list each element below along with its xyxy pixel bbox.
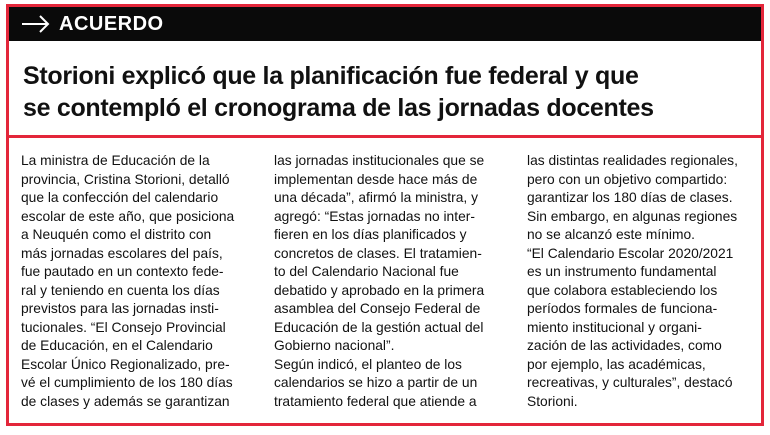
body-column-2	[274, 152, 509, 411]
body-text-line: Escolar Único Regionalizado, pre-	[21, 356, 230, 372]
headline-divider	[9, 135, 761, 138]
body-text-line: por ejemplo, las académicas,	[527, 356, 706, 372]
body-text-line: a Neuquén como el distrito con	[21, 227, 212, 242]
body-text-line: Educación de la gestión actual del	[274, 319, 484, 335]
body-text-line: las distintas realidades regionales,	[527, 153, 738, 168]
body-column-3	[527, 152, 757, 411]
body-column-1	[21, 152, 256, 411]
body-text-line: Sin embargo, en algunas regiones	[527, 208, 738, 224]
body-text-line: fieren en los días planificados y	[274, 227, 467, 242]
body-text-line: provincia, Cristina Storioni, detalló	[21, 171, 230, 187]
body-text-line: vé el cumplimiento de los 180 días	[21, 375, 233, 390]
body-text-line: to del Calendario Nacional fue	[274, 264, 459, 279]
body-text-line: debatido y aprobado en la primera	[274, 282, 485, 298]
headline-line: Storioni explicó que la planificación fue federal y que	[23, 62, 639, 90]
body-text-line: implementan desde hace más de	[274, 171, 478, 187]
body-text-line: La ministra de Educación de la	[21, 153, 210, 168]
arrow-right-icon	[21, 14, 51, 34]
headline-line: se contempló el cronograma de las jornadas docentes	[23, 94, 654, 122]
body-text-line: no se alcanzó este mínimo.	[527, 227, 695, 242]
section-tag-bar	[9, 7, 761, 41]
article-frame	[6, 4, 764, 426]
body-text-line: recreativas, y culturales”, destacó	[527, 375, 733, 390]
body-text-line: calendarios se hizo a partir de un	[274, 375, 478, 390]
body-text-line: agregó: “Estas jornadas no inter-	[274, 208, 475, 224]
body-text-line: una década”, afirmó la ministra, y	[274, 190, 478, 205]
body-text-line: que la confección del calendario	[21, 190, 219, 205]
body-text-line: miento institucional y organi-	[527, 319, 702, 335]
article-body	[21, 152, 751, 414]
body-text-line: Gobierno nacional”.	[274, 338, 395, 353]
body-text-line: asamblea del Consejo Federal de	[274, 301, 481, 316]
body-text-line: las jornadas institucionales que se	[274, 153, 485, 168]
body-text-line: zación de las actividades, como	[527, 338, 722, 353]
section-tag-label: ACUERDO	[59, 13, 164, 35]
body-text-line: más jornadas escolares del país,	[21, 245, 223, 261]
body-text-line: tratamiento federal que atiende a	[274, 393, 477, 409]
body-text-line: escolar de este año, que posiciona	[21, 208, 235, 224]
body-text-line: Según indicó, el planteo de los	[274, 356, 462, 372]
body-text-line: ral y teniendo en cuenta los días	[21, 282, 220, 298]
body-text-line: Storioni.	[527, 393, 578, 409]
body-text-line: es un instrumento fundamental	[527, 264, 717, 279]
body-text-line: de clases y además se garantizan	[21, 393, 230, 409]
body-text-line: garantizar los 180 días de clases.	[527, 190, 733, 205]
body-text-line: que colabora estableciendo los	[527, 282, 718, 298]
headline	[23, 60, 748, 124]
body-text-line: “El Calendario Escolar 2020/2021	[527, 245, 734, 261]
body-text-line: períodos formales de funciona-	[527, 301, 718, 316]
body-text-line: pero con un objetivo compartido:	[527, 171, 728, 187]
body-text-line: de Educación, en el Calendario	[21, 338, 213, 353]
body-text-line: tucionales. “El Consejo Provincial	[21, 319, 226, 335]
body-text-line: fue pautado en un contexto fede-	[21, 264, 224, 279]
body-text-line: concretos de clases. El tratamien-	[274, 245, 482, 261]
body-text-line: previstos para las jornadas insti-	[21, 301, 219, 316]
